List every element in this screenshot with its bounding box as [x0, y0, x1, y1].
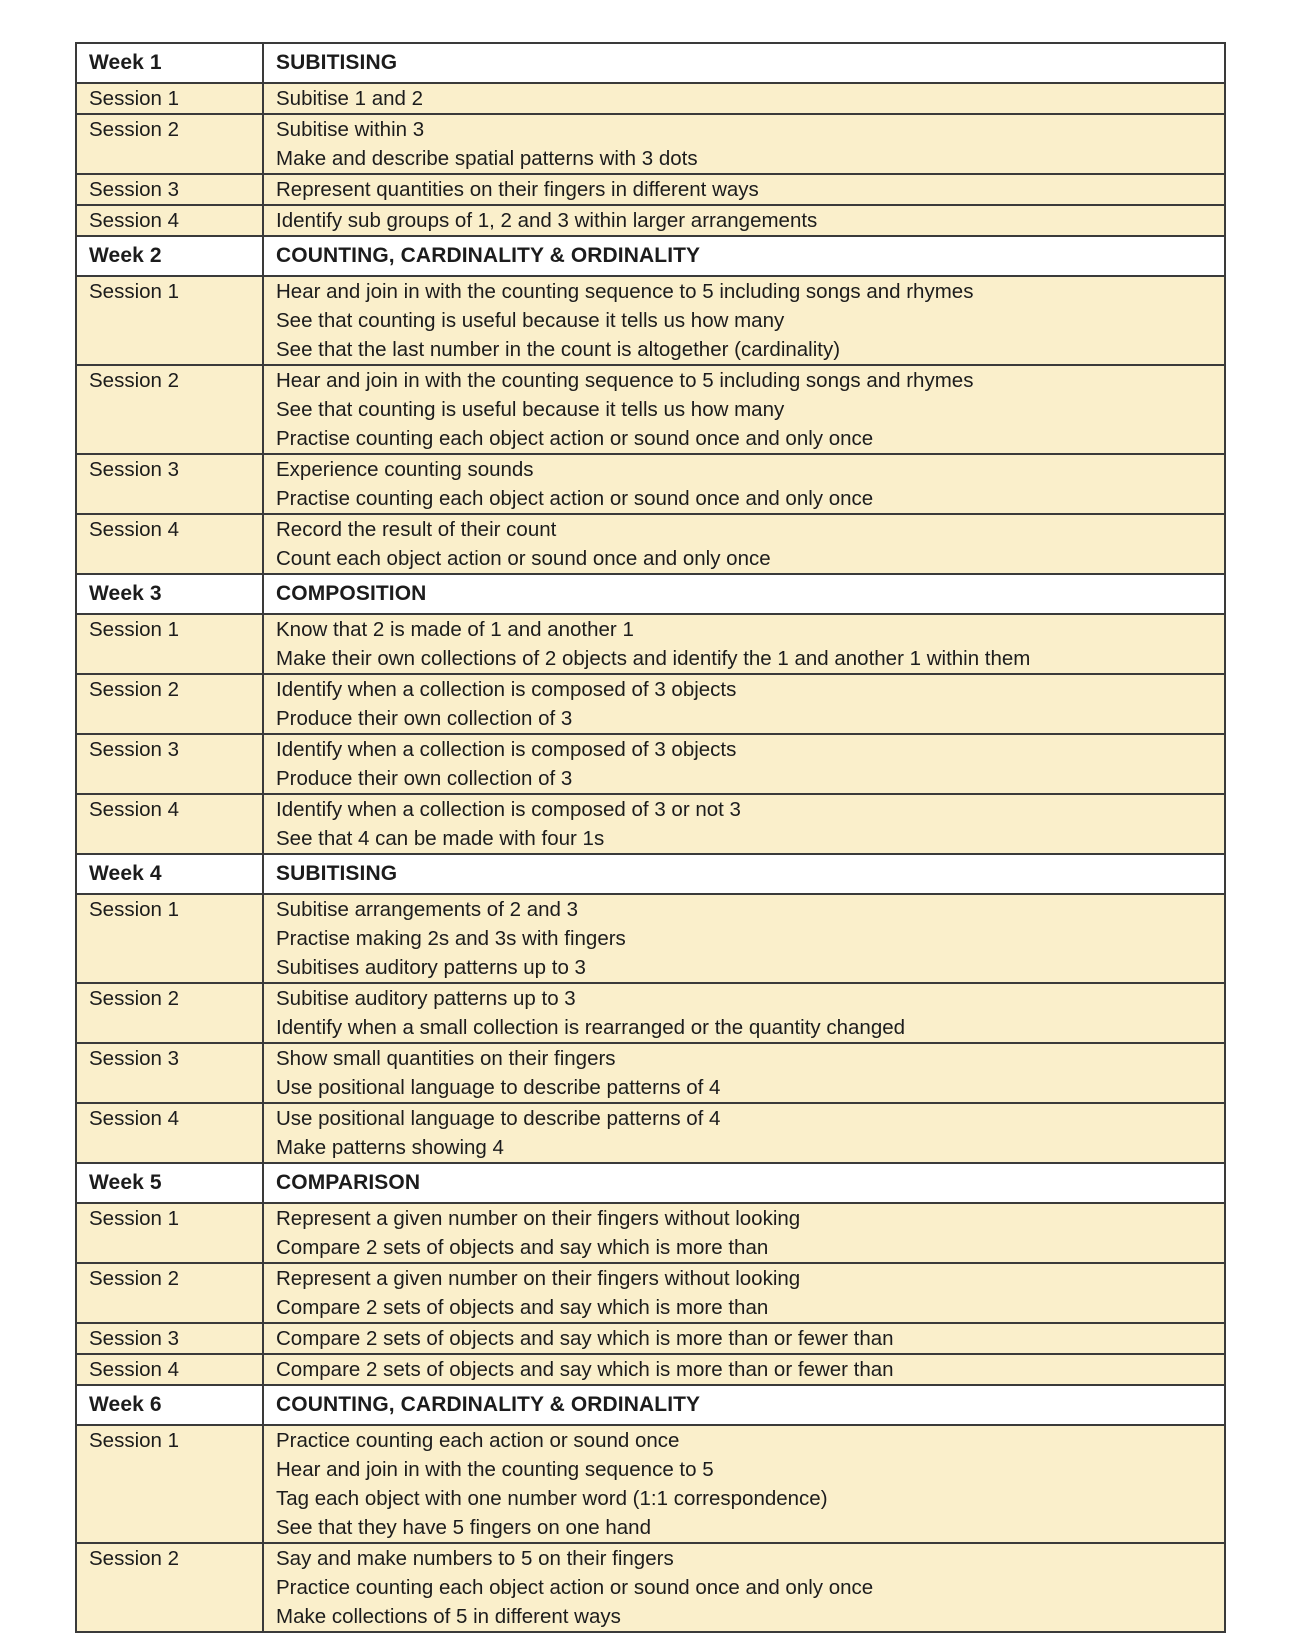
- session-label: Session 1: [76, 614, 263, 674]
- session-row: [76, 1543, 1225, 1632]
- content-line: Practise counting each object action or sound once and only once: [276, 427, 874, 450]
- session-row: [76, 276, 1225, 365]
- session-row: [76, 174, 1225, 205]
- session-content: [263, 1323, 1225, 1354]
- session-row: [76, 1263, 1225, 1323]
- session-row: [76, 205, 1225, 236]
- week-label: Week 6: [76, 1385, 263, 1425]
- session-label: Session 3: [76, 1043, 263, 1103]
- session-row: [76, 894, 1225, 983]
- session-row: [76, 1203, 1225, 1263]
- week-topic: COMPARISON: [263, 1163, 1225, 1203]
- session-row: [76, 1354, 1225, 1385]
- week-row-5: [76, 1163, 1225, 1203]
- content-line: Make patterns showing 4: [276, 1136, 504, 1159]
- session-label: Session 1: [76, 1425, 263, 1543]
- content-line: See that counting is useful because it tells us how many: [276, 398, 785, 421]
- session-content: [263, 614, 1225, 674]
- session-row: [76, 514, 1225, 574]
- session-row: [76, 734, 1225, 794]
- content-line: Represent a given number on their fingers without looking: [276, 1207, 801, 1230]
- session-row: [76, 365, 1225, 454]
- week-row-1: [76, 43, 1225, 83]
- session-content: [263, 276, 1225, 365]
- content-line: Identify when a small collection is rearranged or the quantity changed: [276, 1016, 906, 1039]
- content-line: Make collections of 5 in different ways: [276, 1605, 621, 1628]
- content-line: Practise counting each object action or sound once and only once: [276, 487, 874, 510]
- week-row-3: [76, 574, 1225, 614]
- session-label: Session 2: [76, 1543, 263, 1632]
- session-row: [76, 83, 1225, 114]
- week-row-4: [76, 854, 1225, 894]
- session-row: [76, 1323, 1225, 1354]
- session-content: [263, 1203, 1225, 1263]
- session-label: Session 2: [76, 983, 263, 1043]
- content-line: Compare 2 sets of objects and say which is more than: [276, 1236, 769, 1259]
- session-label: Session 3: [76, 1323, 263, 1354]
- week-label: Week 1: [76, 43, 263, 83]
- session-content: [263, 174, 1225, 205]
- content-line: Know that 2 is made of 1 and another 1: [276, 618, 634, 641]
- session-label: Session 2: [76, 1263, 263, 1323]
- content-line: Use positional language to describe patterns of 4: [276, 1076, 721, 1099]
- week-label: Week 2: [76, 236, 263, 276]
- session-content: [263, 205, 1225, 236]
- content-line: Hear and join in with the counting sequence to 5 including songs and rhymes: [276, 280, 974, 303]
- content-line: Tag each object with one number word (1:1 correspondence): [276, 1487, 828, 1510]
- week-label: Week 5: [76, 1163, 263, 1203]
- session-content: [263, 674, 1225, 734]
- content-line: Hear and join in with the counting sequence to 5 including songs and rhymes: [276, 369, 974, 392]
- session-label: Session 3: [76, 454, 263, 514]
- content-line: See that they have 5 fingers on one hand: [276, 1516, 651, 1539]
- session-content: [263, 1543, 1225, 1632]
- content-line: Subitise arrangements of 2 and 3: [276, 898, 578, 921]
- session-content: [263, 514, 1225, 574]
- session-row: [76, 794, 1225, 854]
- session-label: Session 3: [76, 174, 263, 205]
- week-row-2: [76, 236, 1225, 276]
- session-content: [263, 365, 1225, 454]
- session-row: [76, 1103, 1225, 1163]
- content-line: Show small quantities on their fingers: [276, 1047, 616, 1070]
- content-line: Make and describe spatial patterns with 3 dots: [276, 147, 698, 170]
- session-content: [263, 983, 1225, 1043]
- content-line: Represent quantities on their fingers in different ways: [276, 178, 759, 201]
- content-line: Identify when a collection is composed of 3 objects: [276, 738, 737, 761]
- content-line: Identify when a collection is composed of 3 or not 3: [276, 798, 741, 821]
- content-line: Produce their own collection of 3: [276, 707, 573, 730]
- session-row: [76, 983, 1225, 1043]
- session-label: Session 4: [76, 794, 263, 854]
- session-row: [76, 614, 1225, 674]
- week-label: Week 4: [76, 854, 263, 894]
- content-line: Practice counting each action or sound once: [276, 1429, 680, 1452]
- week-topic: COUNTING, CARDINALITY & ORDINALITY: [263, 1385, 1225, 1425]
- content-line: Practise making 2s and 3s with fingers: [276, 927, 626, 950]
- content-line: Count each object action or sound once and only once: [276, 547, 771, 570]
- session-row: [76, 674, 1225, 734]
- session-row: [76, 114, 1225, 174]
- content-line: Produce their own collection of 3: [276, 767, 573, 790]
- content-line: Represent a given number on their fingers without looking: [276, 1267, 801, 1290]
- content-line: Experience counting sounds: [276, 458, 534, 481]
- session-content: [263, 83, 1225, 114]
- session-content: [263, 454, 1225, 514]
- content-line: Say and make numbers to 5 on their fingers: [276, 1547, 674, 1570]
- curriculum-table: [75, 42, 1226, 1633]
- content-line: Use positional language to describe patterns of 4: [276, 1107, 721, 1130]
- session-label: Session 1: [76, 83, 263, 114]
- session-label: Session 1: [76, 276, 263, 365]
- content-line: Subitise 1 and 2: [276, 87, 424, 110]
- content-line: See that 4 can be made with four 1s: [276, 827, 605, 850]
- session-label: Session 4: [76, 1103, 263, 1163]
- content-line: Make their own collections of 2 objects and identify the 1 and another 1 within them: [276, 647, 1031, 670]
- week-topic: COMPOSITION: [263, 574, 1225, 614]
- session-label: Session 4: [76, 514, 263, 574]
- session-content: [263, 1425, 1225, 1543]
- content-line: Practice counting each object action or sound once and only once: [276, 1576, 874, 1599]
- session-content: [263, 734, 1225, 794]
- session-label: Session 2: [76, 114, 263, 174]
- session-content: [263, 1263, 1225, 1323]
- session-label: Session 2: [76, 365, 263, 454]
- week-topic: SUBITISING: [263, 854, 1225, 894]
- content-line: Subitise auditory patterns up to 3: [276, 987, 576, 1010]
- session-label: Session 4: [76, 205, 263, 236]
- session-row: [76, 1425, 1225, 1543]
- content-line: Subitise within 3: [276, 118, 425, 141]
- content-line: Identify when a collection is composed of 3 objects: [276, 678, 737, 701]
- week-label: Week 3: [76, 574, 263, 614]
- content-line: Compare 2 sets of objects and say which is more than or fewer than: [276, 1358, 894, 1381]
- session-row: [76, 454, 1225, 514]
- session-label: Session 2: [76, 674, 263, 734]
- week-row-6: [76, 1385, 1225, 1425]
- session-content: [263, 1354, 1225, 1385]
- session-content: [263, 894, 1225, 983]
- curriculum-table-body: [76, 43, 1225, 1632]
- week-topic: COUNTING, CARDINALITY & ORDINALITY: [263, 236, 1225, 276]
- session-content: [263, 794, 1225, 854]
- session-row: [76, 1043, 1225, 1103]
- session-content: [263, 1103, 1225, 1163]
- session-label: Session 4: [76, 1354, 263, 1385]
- content-line: Compare 2 sets of objects and say which is more than or fewer than: [276, 1327, 894, 1350]
- session-label: Session 3: [76, 734, 263, 794]
- session-label: Session 1: [76, 1203, 263, 1263]
- week-topic: SUBITISING: [263, 43, 1225, 83]
- session-content: [263, 114, 1225, 174]
- content-line: Identify sub groups of 1, 2 and 3 within larger arrangements: [276, 209, 818, 232]
- content-line: Record the result of their count: [276, 518, 557, 541]
- content-line: Hear and join in with the counting sequence to 5: [276, 1458, 714, 1481]
- content-line: See that the last number in the count is altogether (cardinality): [276, 338, 841, 361]
- session-label: Session 1: [76, 894, 263, 983]
- session-content: [263, 1043, 1225, 1103]
- content-line: See that counting is useful because it tells us how many: [276, 309, 785, 332]
- content-line: Subitises auditory patterns up to 3: [276, 956, 586, 979]
- content-line: Compare 2 sets of objects and say which is more than: [276, 1296, 769, 1319]
